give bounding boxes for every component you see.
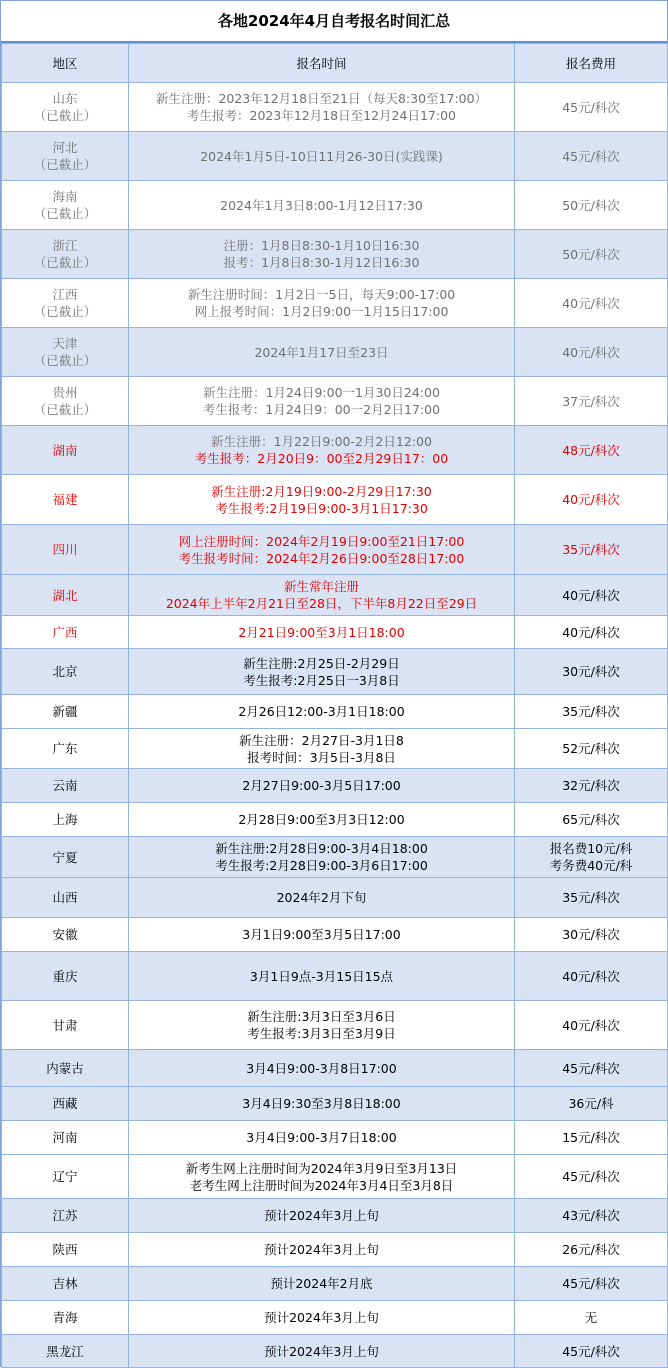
- region-text: 安徽: [52, 927, 78, 942]
- region-cell: [2, 1121, 129, 1155]
- time-cell: [129, 837, 515, 878]
- region-text: 河北: [52, 140, 78, 155]
- time-cell: [129, 1050, 515, 1087]
- fee-text: 40元/科次: [562, 344, 620, 360]
- time-text: 预计2024年3月上旬: [264, 1310, 379, 1325]
- fee-cell: [515, 1155, 668, 1199]
- region-text: 山东: [52, 91, 78, 106]
- header-row: [2, 44, 668, 83]
- table-row: [2, 475, 668, 525]
- region-cell: [2, 1199, 129, 1233]
- fee-cell: [515, 837, 668, 878]
- time-text: 3月1日9点-3月15日15点: [249, 968, 394, 984]
- region-text: 内蒙古: [46, 1060, 84, 1076]
- fee-cell: [515, 377, 668, 426]
- fee-text: 40元/科次: [562, 587, 620, 603]
- region-text: （已截止）: [33, 353, 97, 368]
- table-row: [2, 328, 668, 377]
- time-text: 新生常年注册: [283, 579, 359, 594]
- region-cell: [2, 1335, 129, 1368]
- table-row: [2, 279, 668, 328]
- region-cell: [2, 279, 129, 328]
- table-row: [2, 377, 668, 426]
- region-cell: [2, 952, 129, 1001]
- region-text: 江苏: [52, 1208, 78, 1223]
- region-text: 湖南: [52, 442, 78, 458]
- fee-cell: [515, 616, 668, 649]
- table-row: [2, 1155, 668, 1199]
- table-row: [2, 878, 668, 918]
- fee-cell: [515, 230, 668, 279]
- table-row: [2, 426, 668, 475]
- region-cell: [2, 1001, 129, 1050]
- fee-text: 40元/科次: [562, 624, 620, 640]
- table-row: [2, 803, 668, 837]
- region-text: （已截止）: [33, 157, 97, 172]
- time-text: 预计2024年2月底: [270, 1276, 373, 1291]
- time-cell: [129, 328, 515, 377]
- fee-text: 45元/科次: [562, 1169, 620, 1184]
- fee-text: 45元/科次: [562, 99, 620, 115]
- region-cell: [2, 649, 129, 695]
- fee-cell: [515, 426, 668, 475]
- region-cell: [2, 1233, 129, 1267]
- time-text: 预计2024年3月上旬: [264, 1242, 379, 1257]
- fee-text: 40元/科次: [562, 295, 620, 311]
- table-row: [2, 695, 668, 729]
- region-text: 天津: [52, 336, 78, 351]
- fee-text: 37元/科次: [562, 393, 620, 409]
- time-cell: [129, 1301, 515, 1335]
- time-text: 2月27日9:00-3月5日17:00: [242, 778, 401, 793]
- time-cell: [129, 769, 515, 803]
- region-text: 西藏: [52, 1096, 78, 1111]
- fee-cell: [515, 1087, 668, 1121]
- region-cell: [2, 575, 129, 616]
- table-body: [2, 83, 668, 1368]
- time-text: 网上报考时间：1月2日9:00一1月15日17:00: [194, 304, 449, 319]
- fee-text: 35元/科次: [562, 890, 620, 905]
- region-text: 青海: [52, 1310, 78, 1325]
- region-cell: [2, 1050, 129, 1087]
- fee-cell: [515, 803, 668, 837]
- fee-text: 45元/科次: [562, 1060, 620, 1076]
- time-text: 新生注册：2月27日-3月1日8: [239, 732, 404, 748]
- time-cell: [129, 729, 515, 769]
- time-cell: [129, 230, 515, 279]
- table-row: [2, 525, 668, 575]
- table-row: [2, 230, 668, 279]
- time-text: 新生注册:2月28日9:00-3月4日18:00: [215, 841, 428, 856]
- fee-cell: [515, 525, 668, 575]
- region-text: 山西: [52, 890, 78, 905]
- fee-cell: [515, 1199, 668, 1233]
- time-text: 新生注册:2月19日9:00-2月29日17:30: [211, 483, 432, 499]
- table-row: [2, 1087, 668, 1121]
- fee-cell: [515, 475, 668, 525]
- region-cell: [2, 918, 129, 952]
- fee-text: 26元/科次: [562, 1242, 620, 1257]
- time-cell: [129, 1267, 515, 1301]
- fee-cell: [515, 575, 668, 616]
- fee-cell: [515, 878, 668, 918]
- time-text: 新生注册:2月25日-2月29日: [243, 655, 400, 671]
- time-cell: [129, 279, 515, 328]
- time-cell: [129, 1001, 515, 1050]
- time-cell: [129, 377, 515, 426]
- time-text: 预计2024年3月上旬: [264, 1343, 379, 1359]
- region-text: 陕西: [52, 1242, 78, 1257]
- table-row: [2, 1267, 668, 1301]
- time-cell: [129, 878, 515, 918]
- table-row: [2, 616, 668, 649]
- fee-text: 45元/科次: [562, 1343, 620, 1359]
- fee-cell: [515, 132, 668, 181]
- region-text: 吉林: [52, 1276, 78, 1291]
- region-text: 云南: [52, 778, 78, 793]
- fee-text: 65元/科次: [562, 812, 620, 827]
- region-text: 浙江: [52, 238, 78, 253]
- region-cell: [2, 616, 129, 649]
- time-cell: [129, 616, 515, 649]
- region-cell: [2, 1301, 129, 1335]
- region-cell: [2, 729, 129, 769]
- time-text: 考生报考:2月28日9:00-3月6日17:00: [215, 858, 428, 873]
- time-text: 考生报考时间：2024年2月26日9:00至28日17:00: [178, 550, 465, 566]
- time-cell: [129, 575, 515, 616]
- region-text: 湖北: [52, 587, 78, 603]
- time-text: 预计2024年3月上旬: [264, 1208, 379, 1223]
- time-text: 2024年1月17日至23日: [254, 344, 389, 360]
- fee-text: 40元/科次: [562, 1017, 620, 1033]
- time-text: 考生报考：1月24日9：00一2月2日17:00: [202, 402, 441, 417]
- time-text: 新生注册：1月24日9:00一1月30日24:00: [203, 385, 440, 400]
- region-text: 贵州: [52, 385, 78, 400]
- time-cell: [129, 1335, 515, 1368]
- fee-text: 30元/科次: [562, 664, 620, 679]
- fee-text: 40元/科次: [562, 968, 620, 984]
- region-cell: [2, 1155, 129, 1199]
- fee-text: 35元/科次: [562, 542, 620, 557]
- region-cell: [2, 1267, 129, 1301]
- time-cell: [129, 1087, 515, 1121]
- table-row: [2, 132, 668, 181]
- region-cell: [2, 475, 129, 525]
- time-text: 3月1日9:00至3月5日17:00: [242, 927, 401, 942]
- region-text: 广东: [52, 741, 78, 756]
- time-text: 网上注册时间：2024年2月19日9:00至21日17:00: [178, 533, 465, 549]
- time-text: 2月28日9:00至3月3日12:00: [238, 812, 405, 827]
- table-row: [2, 1199, 668, 1233]
- fee-text: 50元/科次: [562, 197, 620, 213]
- region-text: 北京: [52, 664, 78, 679]
- region-text: 江西: [52, 287, 78, 302]
- time-text: 3月4日9:00-3月8日17:00: [246, 1060, 397, 1076]
- time-cell: [129, 649, 515, 695]
- fee-cell: [515, 695, 668, 729]
- time-text: 3月4日9:30至3月8日18:00: [242, 1096, 401, 1111]
- time-cell: [129, 1121, 515, 1155]
- region-cell: [2, 377, 129, 426]
- time-text: 注册：1月8日8:30-1月10日16:30: [223, 238, 420, 253]
- time-text: 2024年上半年2月21日至28日，下半年8月22日至29日: [165, 596, 478, 611]
- region-cell: [2, 83, 129, 132]
- region-cell: [2, 803, 129, 837]
- table-title: 各地2024年4月自考报名时间汇总: [1, 1, 667, 43]
- region-text: 四川: [52, 542, 78, 557]
- time-text: 新生注册：2023年12月18日至21日（每天8:30至17:00）: [155, 91, 488, 106]
- fee-text: 32元/科次: [562, 778, 620, 793]
- region-text: 甘肃: [52, 1017, 78, 1033]
- region-text: 辽宁: [52, 1169, 78, 1184]
- time-cell: [129, 132, 515, 181]
- time-text: 考生报考:3月3日至3月9日: [247, 1026, 396, 1041]
- region-cell: [2, 132, 129, 181]
- fee-text: 45元/科次: [562, 1276, 620, 1291]
- time-text: 老考生网上注册时间为2024年3月4日至3月8日: [189, 1177, 454, 1193]
- fee-cell: [515, 1121, 668, 1155]
- fee-cell: [515, 1335, 668, 1368]
- fee-cell: [515, 769, 668, 803]
- time-cell: [129, 695, 515, 729]
- table-row: [2, 181, 668, 230]
- region-cell: [2, 1087, 129, 1121]
- header-region: 地区: [2, 44, 129, 83]
- time-cell: [129, 918, 515, 952]
- time-text: 新生注册：1月22日9:00-2月2日12:00: [211, 434, 432, 449]
- fee-text: 50元/科次: [562, 246, 620, 262]
- fee-text: 48元/科次: [562, 442, 620, 458]
- fee-cell: [515, 1267, 668, 1301]
- header-fee: 报名费用: [515, 44, 668, 83]
- region-cell: [2, 426, 129, 475]
- region-cell: [2, 230, 129, 279]
- table-row: [2, 952, 668, 1001]
- fee-text: 30元/科次: [562, 927, 620, 942]
- table-row: [2, 837, 668, 878]
- region-text: 福建: [52, 492, 78, 507]
- time-text: 报考：1月8日8:30-1月12日16:30: [223, 255, 420, 270]
- region-text: 海南: [52, 189, 78, 204]
- region-cell: [2, 328, 129, 377]
- fee-cell: [515, 181, 668, 230]
- time-cell: [129, 1199, 515, 1233]
- region-cell: [2, 878, 129, 918]
- time-text: 考生报考：2023年12月18日至12月24日17:00: [187, 108, 456, 123]
- table-row: [2, 1301, 668, 1335]
- table-row: [2, 918, 668, 952]
- fee-text: 45元/科次: [562, 148, 620, 164]
- fee-cell: [515, 1233, 668, 1267]
- time-cell: [129, 1233, 515, 1267]
- time-text: 考生报考:2月25日一3月8日: [243, 672, 400, 688]
- time-cell: [129, 1155, 515, 1199]
- fee-text: 43元/科次: [562, 1208, 620, 1223]
- region-text: （已截止）: [33, 402, 97, 417]
- time-cell: [129, 181, 515, 230]
- fee-text: 考务费40元/科: [549, 858, 633, 873]
- time-text: 考生报考:2月19日9:00-3月1日17:30: [215, 500, 428, 516]
- fee-cell: [515, 1001, 668, 1050]
- time-cell: [129, 952, 515, 1001]
- table-row: [2, 729, 668, 769]
- registration-table: [1, 43, 668, 1368]
- time-text: 2月26日12:00-3月1日18:00: [238, 704, 405, 719]
- time-text: 2024年2月下旬: [276, 890, 367, 905]
- table-row: [2, 1001, 668, 1050]
- fee-cell: [515, 952, 668, 1001]
- time-cell: [129, 803, 515, 837]
- fee-cell: [515, 1050, 668, 1087]
- region-cell: [2, 181, 129, 230]
- time-text: 报考时间：3月5日-3月8日: [247, 749, 396, 765]
- fee-text: 报名费10元/科: [549, 841, 633, 856]
- header-time: 报名时间: [129, 44, 515, 83]
- time-text: 新考生网上注册时间为2024年3月9日至3月13日: [185, 1160, 458, 1176]
- time-text: 2024年1月3日8:00-1月12日17:30: [220, 197, 423, 213]
- table-row: [2, 83, 668, 132]
- time-cell: [129, 83, 515, 132]
- fee-cell: [515, 279, 668, 328]
- time-cell: [129, 525, 515, 575]
- region-text: 新疆: [52, 704, 78, 719]
- region-cell: [2, 525, 129, 575]
- fee-text: 40元/科次: [562, 492, 620, 507]
- region-text: 宁夏: [52, 849, 78, 865]
- region-text: 河南: [52, 1130, 78, 1145]
- fee-text: 52元/科次: [562, 741, 620, 756]
- table-row: [2, 575, 668, 616]
- region-text: （已截止）: [33, 255, 97, 270]
- table-row: [2, 1050, 668, 1087]
- fee-text: 无: [584, 1310, 598, 1325]
- region-text: （已截止）: [33, 108, 97, 123]
- region-text: 重庆: [52, 968, 78, 984]
- fee-cell: [515, 729, 668, 769]
- region-text: 黑龙江: [46, 1343, 84, 1359]
- fee-cell: [515, 1301, 668, 1335]
- time-text: 新生注册:3月3日至3月6日: [247, 1009, 396, 1024]
- region-cell: [2, 769, 129, 803]
- table-row: [2, 649, 668, 695]
- time-text: 考生报考：2月20日9：00至2月29日17：00: [194, 451, 449, 466]
- fee-text: 35元/科次: [562, 704, 620, 719]
- region-cell: [2, 837, 129, 878]
- time-text: 3月4日9:00-3月7日18:00: [246, 1130, 397, 1145]
- region-text: 广西: [52, 624, 78, 640]
- time-text: 2月21日9:00至3月1日18:00: [238, 624, 405, 640]
- time-cell: [129, 475, 515, 525]
- time-cell: [129, 426, 515, 475]
- region-text: （已截止）: [33, 304, 97, 319]
- region-text: 上海: [52, 812, 78, 827]
- fee-cell: [515, 83, 668, 132]
- fee-cell: [515, 918, 668, 952]
- table-row: [2, 1335, 668, 1368]
- fee-cell: [515, 649, 668, 695]
- time-text: 2024年1月5日-10日11月26-30日(实践课): [200, 148, 443, 164]
- region-text: （已截止）: [33, 206, 97, 221]
- table-row: [2, 1233, 668, 1267]
- fee-cell: [515, 328, 668, 377]
- region-cell: [2, 695, 129, 729]
- table-row: [2, 1121, 668, 1155]
- fee-text: 15元/科次: [562, 1130, 620, 1145]
- fee-text: 36元/科: [568, 1096, 614, 1111]
- time-text: 新生注册时间：1月2日一5日，每天9:00-17:00: [187, 287, 456, 302]
- table-row: [2, 769, 668, 803]
